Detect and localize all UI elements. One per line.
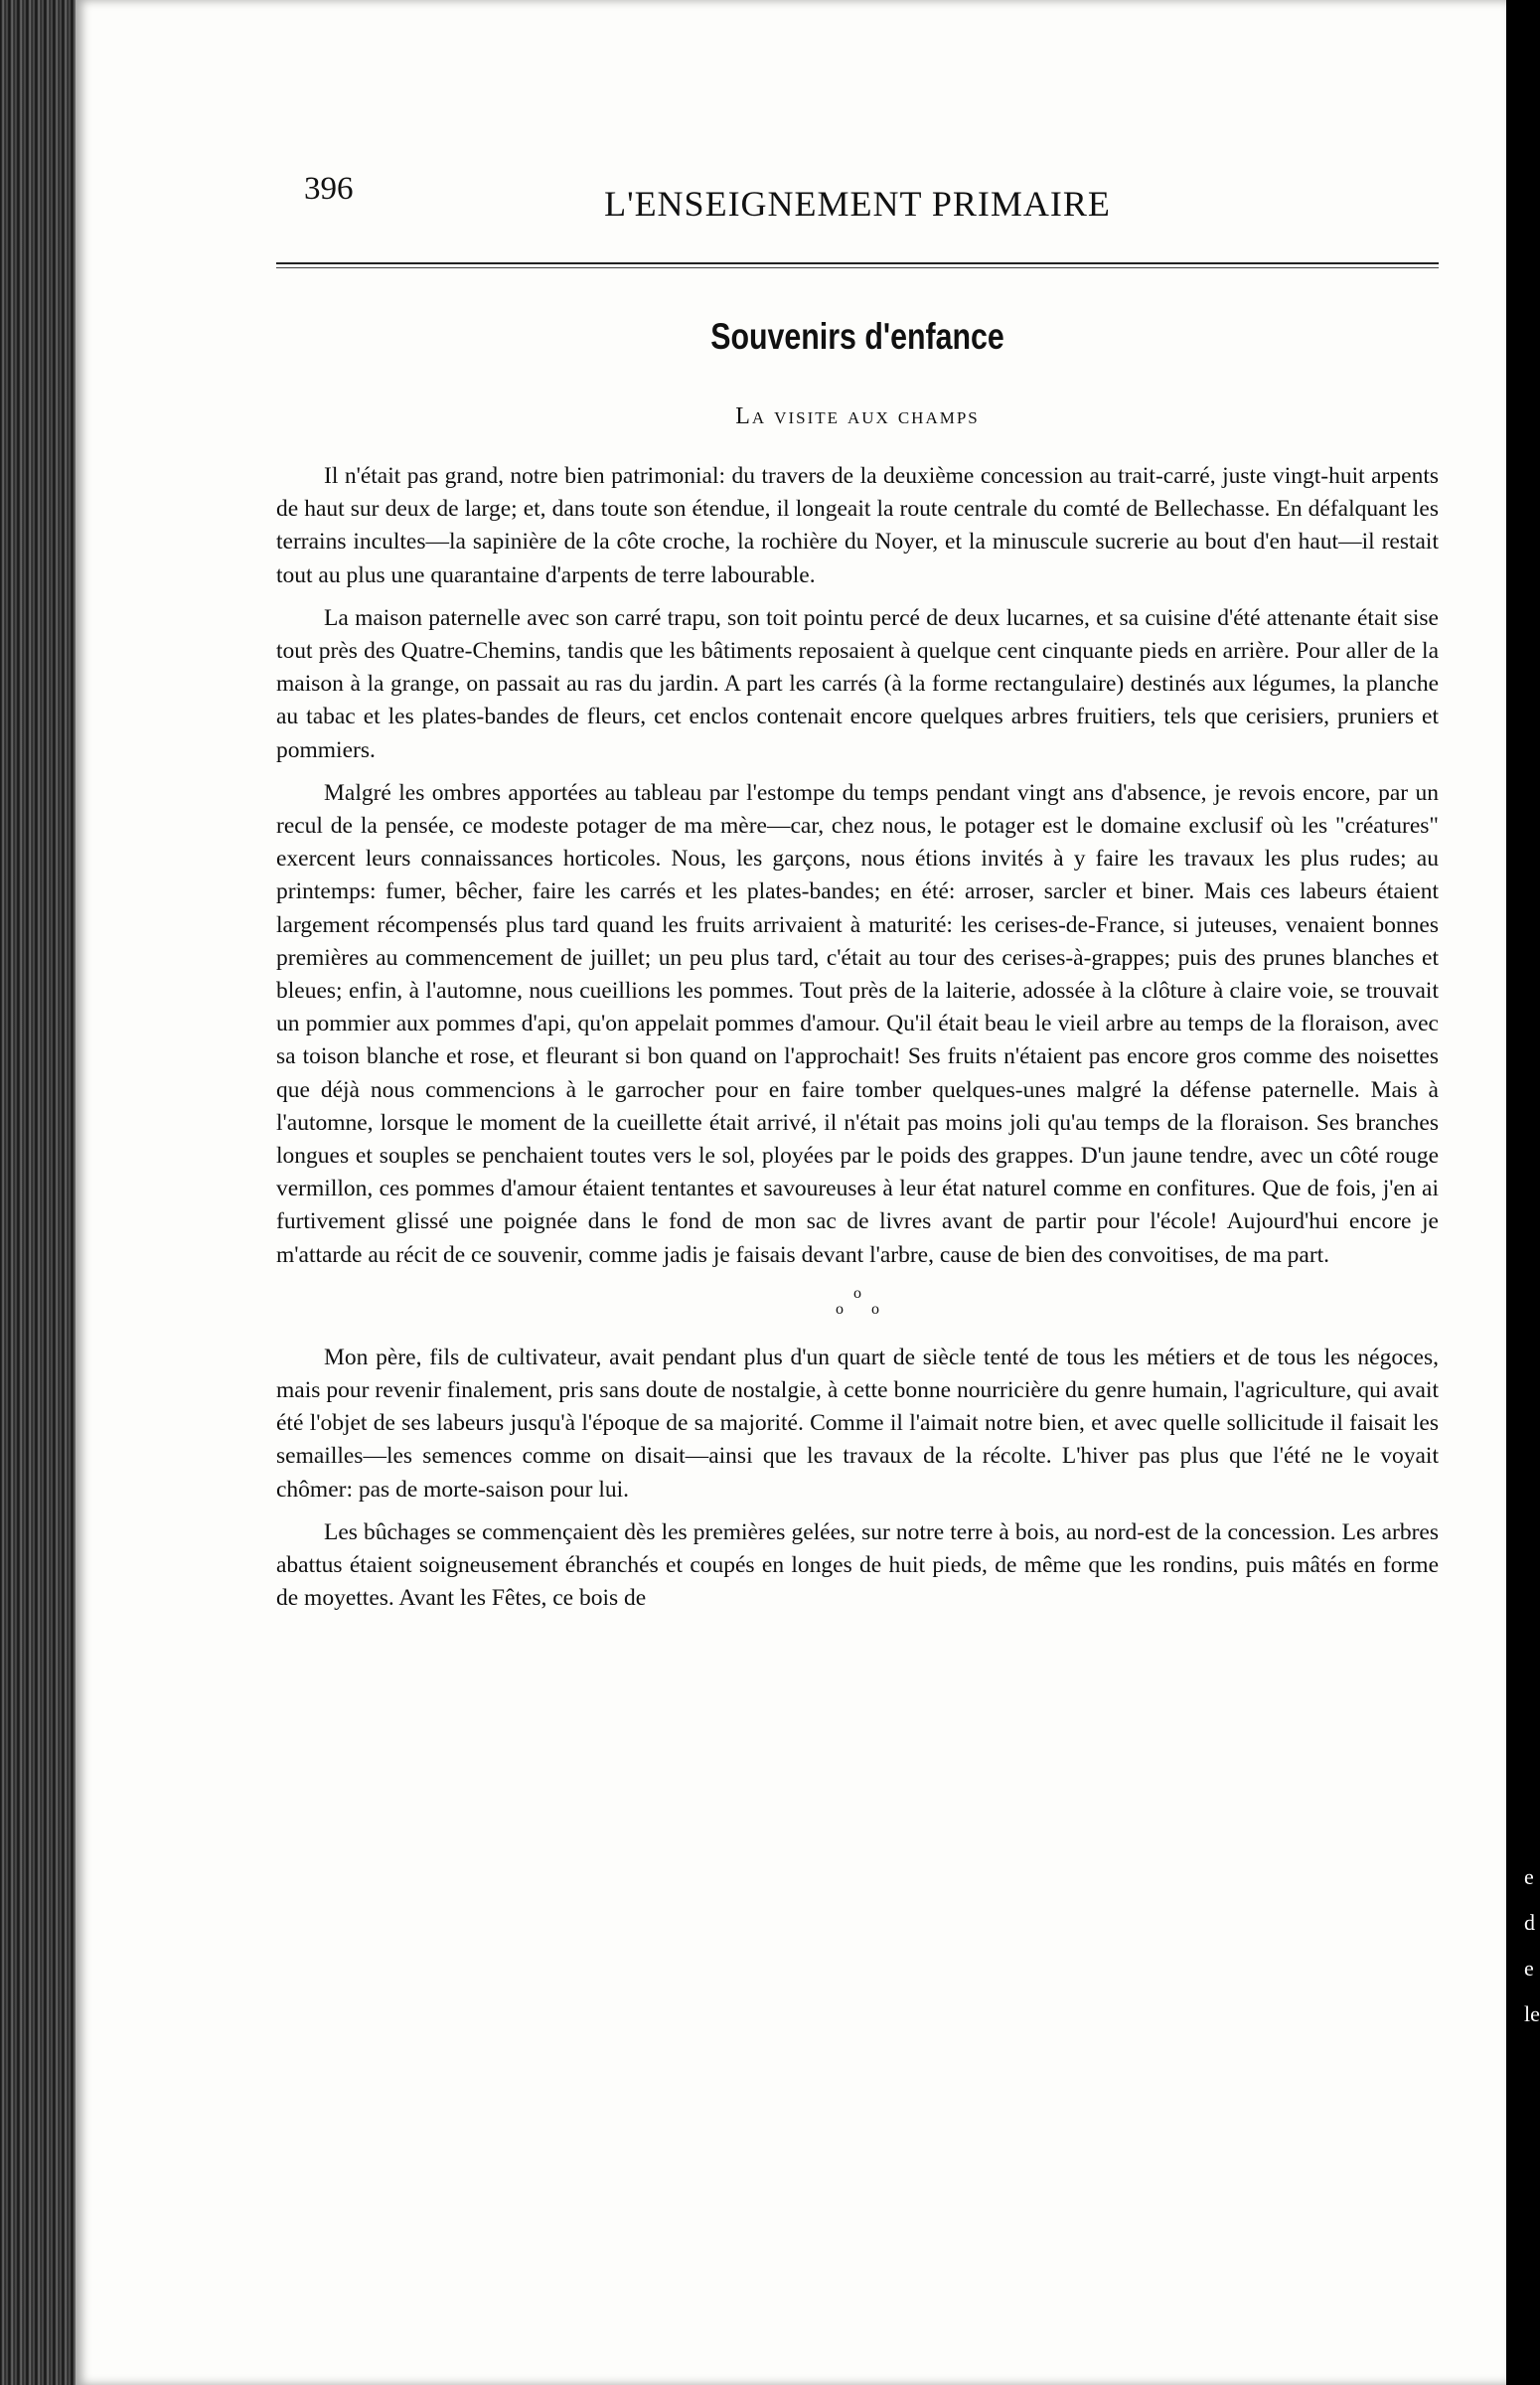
separator-top: o	[853, 1284, 861, 1302]
journal-title: L'ENSEIGNEMENT PRIMAIRE	[604, 184, 1111, 224]
book-spine	[0, 0, 76, 2385]
running-head	[276, 159, 1439, 224]
header-rule	[276, 262, 1439, 268]
edge-letter: e	[1524, 1864, 1534, 1889]
article-body	[276, 460, 1439, 1616]
paragraph: Il n'était pas grand, notre bien patrimonial: du travers de la deuxième concession au trait-carré, juste vingt-huit arpents de haut sur deux de large; et, dans toute son étendue, il longeait la route centrale du comté de Bellechasse. En défalquant les terrains incultes—la sapinière de la côte croche, la rochière du Noyer, et la minuscule sucrerie au bout d'en haut—il restait tout au plus une quarantaine d'arpents de terre labourable.	[276, 463, 1439, 588]
edge-letter: le	[1524, 2001, 1540, 2026]
page-content	[276, 159, 1439, 1626]
edge-letter: d	[1524, 1910, 1535, 1935]
paragraph: Les bûchages se commençaient dès les premières gelées, sur notre terre à bois, au nord-est de la concession. Les arbres abattus étaient soigneusement ébranchés et coupés en longes de huit pieds, de même que les rondins, puis mâtés en forme de moyettes. Avant les Fêtes, ce bois de	[276, 1518, 1439, 1612]
section-separator	[276, 1286, 1439, 1318]
edge-letter: e	[1524, 1956, 1534, 1981]
paragraph: Mon père, fils de cultivateur, avait pendant plus d'un quart de siècle tenté de tous les métiers et de tous les négoces, mais pour revenir finalement, pris sans doute de nostalgie, à cette bonne nourricière du genre humain, l'agriculture, qui avait été l'objet de ses labeurs jusqu'à l'époque de sa majorité. Comme il l'aimait notre bien, et avec quelle sollicitude il faisait les semailles—les semences comme on disait—ainsi que les travaux de la récolte. L'hiver pas plus que l'été ne le voyait chômer: pas de morte-saison pour lui.	[276, 1344, 1439, 1503]
paragraph: La maison paternelle avec son carré trapu, son toit pointu percé de deux lucarnes, et sa cuisine d'été attenante était sise tout près des Quatre-Chemins, tandis que les bâtiments reposaient à quelque cent cinquante pieds en arrière. Pour aller de la maison à la grange, on passait au ras du jardin. A part les carrés (à la forme rectangulaire) destinés aux légumes, la planche au tabac et les plates-bandes de fleurs, cet enclos contenait encore quelques arbres fruitiers, tels que cerisiers, pruniers et pommiers.	[276, 604, 1439, 763]
paragraph: Malgré les ombres apportées au tableau par l'estompe du temps pendant vingt ans d'absence, je revois encore, par un recul de la pensée, ce modeste potager de ma mère—car, chez nous, le potager est le domaine exclusif où les "créatures" exercent leurs connaissances horticoles. Nous, les garçons, nous étions invités à y faire les travaux les plus rudes; au printemps: fumer, bêcher, faire les carrés et les plates-bandes; en été: arroser, sarcler et biner. Mais ces labeurs étaient largement récompensés plus tard quand les fruits arrivaient à maturité: les cerises-de-France, si juteuses, venaient bonnes premières au commencement de juillet; un peu plus tard, c'était au tour des cerises-à-grappes; puis des prunes blanches et bleues; enfin, à l'automne, nous cueillions les pommes. Tout près de la laiterie, adossée à la clôture à claire voie, se trouvait un pommier aux pommes d'api, qu'on appelait pommes d'amour. Qu'il était beau le vieil arbre au temps de la floraison, avec sa toison blanche et rose, et fleurant si bon quand on l'approchait! Ses fruits n'étaient pas encore gros comme des noisettes que déjà nous commencions à le garrocher pour en faire tomber quelques-unes malgré la défense paternelle. Mais à l'automne, lorsque le moment de la cueillette était arrivé, il n'était pas moins joli qu'au temps de la floraison. Ses branches longues et souples se penchaient toutes vers le sol, ployées par le poids des grappes. D'un jaune tendre, avec un côté rouge vermillon, ces pommes d'amour étaient tentantes et savoureuses à leur état naturel comme en confitures. Que de fois, j'en ai furtivement glissé une poignée dans le fond de mon sac de livres avant de partir pour l'école! Aujourd'hui encore je m'attarde au récit de ce souvenir, comme jadis je faisais devant l'arbre, cause de bien des convoitises, de ma part.	[276, 779, 1439, 1268]
section-title: La visite aux champs	[735, 403, 980, 429]
article-title: Souvenirs d'enfance	[710, 316, 1004, 357]
page	[76, 0, 1506, 2385]
separator-bottom: oo	[836, 1300, 907, 1318]
facing-page-edge-letters	[1524, 1854, 1540, 2037]
page-number: 396	[304, 171, 354, 207]
